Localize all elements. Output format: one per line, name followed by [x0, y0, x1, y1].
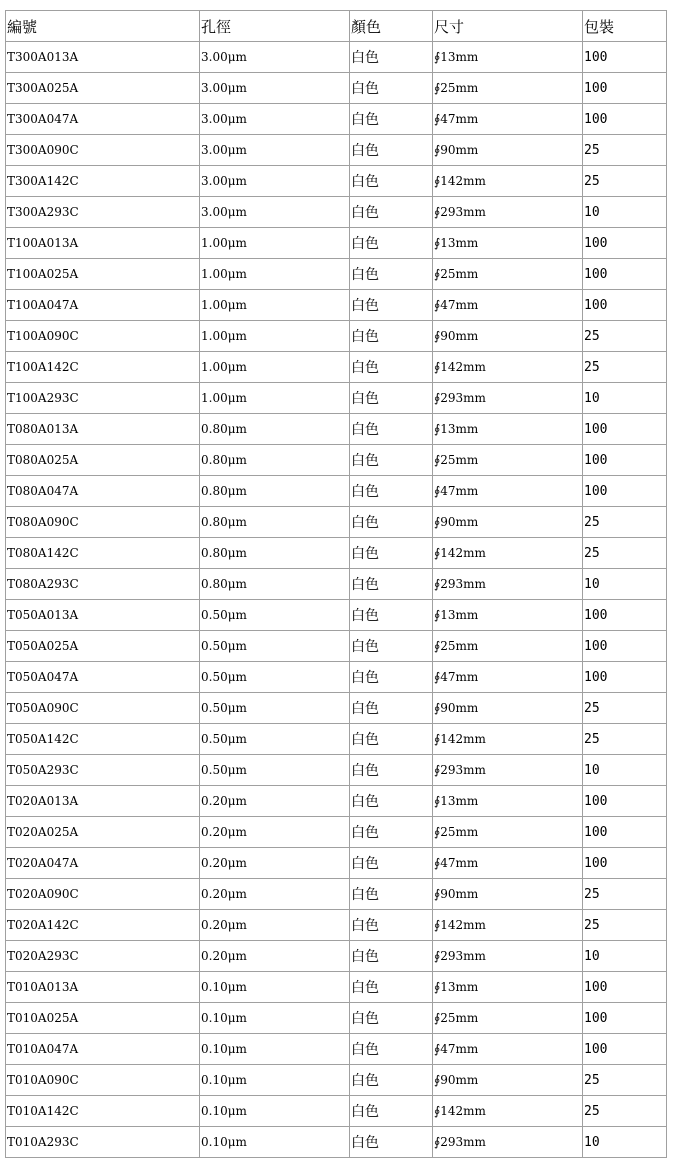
cell-size: ∮25mm	[433, 1003, 583, 1034]
cell-pore-size: 0.10μm	[200, 1127, 350, 1158]
cell-color: 白色	[350, 1034, 433, 1065]
cell-size: ∮25mm	[433, 73, 583, 104]
cell-size: ∮293mm	[433, 383, 583, 414]
cell-pore-size: 0.10μm	[200, 1065, 350, 1096]
table-row	[6, 383, 667, 414]
cell-package: 25	[583, 879, 667, 910]
cell-package: 100	[583, 1034, 667, 1065]
cell-package: 25	[583, 321, 667, 352]
cell-code: T050A025A	[6, 631, 200, 662]
cell-package: 100	[583, 476, 667, 507]
cell-size: ∮90mm	[433, 879, 583, 910]
cell-color: 白色	[350, 228, 433, 259]
cell-pore-size: 0.20μm	[200, 848, 350, 879]
cell-code: T050A047A	[6, 662, 200, 693]
cell-package: 25	[583, 910, 667, 941]
cell-package: 10	[583, 755, 667, 786]
cell-package: 100	[583, 290, 667, 321]
cell-code: T100A013A	[6, 228, 200, 259]
cell-pore-size: 0.10μm	[200, 972, 350, 1003]
cell-code: T010A025A	[6, 1003, 200, 1034]
cell-color: 白色	[350, 414, 433, 445]
table-row	[6, 228, 667, 259]
cell-package: 10	[583, 383, 667, 414]
cell-pore-size: 3.00μm	[200, 104, 350, 135]
cell-size: ∮142mm	[433, 724, 583, 755]
cell-color: 白色	[350, 1065, 433, 1096]
cell-package: 25	[583, 1096, 667, 1127]
cell-package: 100	[583, 73, 667, 104]
cell-pore-size: 0.20μm	[200, 879, 350, 910]
cell-package: 100	[583, 104, 667, 135]
cell-pore-size: 0.50μm	[200, 693, 350, 724]
cell-color: 白色	[350, 941, 433, 972]
table-row	[6, 1096, 667, 1127]
cell-size: ∮142mm	[433, 166, 583, 197]
header-code: 編號	[6, 11, 200, 42]
cell-package: 100	[583, 600, 667, 631]
cell-package: 25	[583, 135, 667, 166]
cell-code: T050A090C	[6, 693, 200, 724]
cell-code: T300A142C	[6, 166, 200, 197]
table-row	[6, 197, 667, 228]
table-row	[6, 1034, 667, 1065]
cell-package: 25	[583, 166, 667, 197]
cell-package: 100	[583, 631, 667, 662]
cell-code: T080A090C	[6, 507, 200, 538]
table-body	[6, 42, 667, 1158]
cell-pore-size: 0.50μm	[200, 600, 350, 631]
table-row	[6, 972, 667, 1003]
cell-size: ∮25mm	[433, 631, 583, 662]
header-pore-size: 孔徑	[200, 11, 350, 42]
cell-code: T050A013A	[6, 600, 200, 631]
cell-size: ∮90mm	[433, 321, 583, 352]
cell-code: T020A047A	[6, 848, 200, 879]
table-row	[6, 135, 667, 166]
cell-pore-size: 1.00μm	[200, 228, 350, 259]
cell-pore-size: 0.50μm	[200, 724, 350, 755]
cell-color: 白色	[350, 910, 433, 941]
table-row	[6, 693, 667, 724]
cell-package: 25	[583, 538, 667, 569]
cell-color: 白色	[350, 848, 433, 879]
cell-color: 白色	[350, 197, 433, 228]
cell-color: 白色	[350, 476, 433, 507]
cell-color: 白色	[350, 817, 433, 848]
cell-package: 25	[583, 352, 667, 383]
cell-color: 白色	[350, 662, 433, 693]
cell-color: 白色	[350, 290, 433, 321]
cell-code: T300A090C	[6, 135, 200, 166]
cell-code: T010A090C	[6, 1065, 200, 1096]
table-row	[6, 166, 667, 197]
cell-package: 100	[583, 42, 667, 73]
cell-color: 白色	[350, 631, 433, 662]
cell-code: T100A293C	[6, 383, 200, 414]
table-row	[6, 724, 667, 755]
cell-code: T050A142C	[6, 724, 200, 755]
cell-code: T010A047A	[6, 1034, 200, 1065]
table-row	[6, 848, 667, 879]
cell-pore-size: 3.00μm	[200, 135, 350, 166]
cell-pore-size: 0.20μm	[200, 786, 350, 817]
cell-package: 100	[583, 445, 667, 476]
table-row	[6, 1127, 667, 1158]
table-row	[6, 42, 667, 73]
cell-code: T080A047A	[6, 476, 200, 507]
table-row	[6, 290, 667, 321]
cell-code: T080A013A	[6, 414, 200, 445]
cell-pore-size: 1.00μm	[200, 321, 350, 352]
cell-size: ∮47mm	[433, 662, 583, 693]
cell-package: 100	[583, 1003, 667, 1034]
table-row	[6, 569, 667, 600]
table-row	[6, 786, 667, 817]
cell-package: 100	[583, 848, 667, 879]
cell-size: ∮47mm	[433, 1034, 583, 1065]
cell-color: 白色	[350, 104, 433, 135]
cell-code: T100A047A	[6, 290, 200, 321]
cell-pore-size: 3.00μm	[200, 73, 350, 104]
cell-pore-size: 0.10μm	[200, 1096, 350, 1127]
cell-size: ∮47mm	[433, 848, 583, 879]
cell-color: 白色	[350, 166, 433, 197]
cell-code: T020A090C	[6, 879, 200, 910]
cell-color: 白色	[350, 352, 433, 383]
cell-size: ∮25mm	[433, 259, 583, 290]
cell-pore-size: 3.00μm	[200, 42, 350, 73]
cell-size: ∮142mm	[433, 538, 583, 569]
cell-color: 白色	[350, 1096, 433, 1127]
cell-package: 25	[583, 693, 667, 724]
header-size: 尺寸	[433, 11, 583, 42]
cell-color: 白色	[350, 600, 433, 631]
cell-size: ∮13mm	[433, 786, 583, 817]
cell-pore-size: 1.00μm	[200, 259, 350, 290]
cell-package: 100	[583, 414, 667, 445]
cell-code: T010A013A	[6, 972, 200, 1003]
cell-code: T020A142C	[6, 910, 200, 941]
cell-pore-size: 0.20μm	[200, 910, 350, 941]
cell-size: ∮47mm	[433, 476, 583, 507]
cell-pore-size: 0.20μm	[200, 941, 350, 972]
table-row	[6, 321, 667, 352]
cell-color: 白色	[350, 507, 433, 538]
cell-color: 白色	[350, 1127, 433, 1158]
header-row	[6, 11, 667, 42]
table-row	[6, 538, 667, 569]
table-row	[6, 817, 667, 848]
cell-color: 白色	[350, 569, 433, 600]
table-row	[6, 1065, 667, 1096]
table-row	[6, 600, 667, 631]
table-row	[6, 662, 667, 693]
cell-color: 白色	[350, 42, 433, 73]
cell-size: ∮13mm	[433, 600, 583, 631]
cell-size: ∮13mm	[433, 42, 583, 73]
table-row	[6, 507, 667, 538]
cell-package: 25	[583, 724, 667, 755]
cell-package: 10	[583, 941, 667, 972]
cell-code: T100A142C	[6, 352, 200, 383]
cell-code: T300A025A	[6, 73, 200, 104]
cell-pore-size: 0.80μm	[200, 476, 350, 507]
cell-size: ∮293mm	[433, 197, 583, 228]
cell-size: ∮90mm	[433, 507, 583, 538]
table-row	[6, 352, 667, 383]
cell-color: 白色	[350, 445, 433, 476]
cell-pore-size: 1.00μm	[200, 290, 350, 321]
cell-size: ∮142mm	[433, 1096, 583, 1127]
cell-package: 100	[583, 662, 667, 693]
table-row	[6, 755, 667, 786]
table-row	[6, 104, 667, 135]
cell-pore-size: 3.00μm	[200, 166, 350, 197]
cell-size: ∮90mm	[433, 135, 583, 166]
cell-color: 白色	[350, 135, 433, 166]
cell-pore-size: 0.50μm	[200, 662, 350, 693]
cell-color: 白色	[350, 1003, 433, 1034]
cell-code: T300A013A	[6, 42, 200, 73]
cell-size: ∮90mm	[433, 693, 583, 724]
cell-code: T020A025A	[6, 817, 200, 848]
cell-size: ∮13mm	[433, 972, 583, 1003]
cell-color: 白色	[350, 724, 433, 755]
cell-pore-size: 1.00μm	[200, 352, 350, 383]
cell-code: T080A293C	[6, 569, 200, 600]
table-row	[6, 414, 667, 445]
cell-pore-size: 1.00μm	[200, 383, 350, 414]
cell-package: 25	[583, 1065, 667, 1096]
cell-size: ∮293mm	[433, 1127, 583, 1158]
cell-color: 白色	[350, 259, 433, 290]
cell-package: 100	[583, 817, 667, 848]
table-row	[6, 476, 667, 507]
cell-size: ∮142mm	[433, 910, 583, 941]
cell-size: ∮47mm	[433, 290, 583, 321]
cell-code: T010A142C	[6, 1096, 200, 1127]
cell-pore-size: 0.20μm	[200, 817, 350, 848]
cell-color: 白色	[350, 73, 433, 104]
cell-size: ∮90mm	[433, 1065, 583, 1096]
cell-pore-size: 0.80μm	[200, 538, 350, 569]
cell-pore-size: 0.10μm	[200, 1003, 350, 1034]
cell-size: ∮293mm	[433, 569, 583, 600]
cell-color: 白色	[350, 693, 433, 724]
header-package: 包裝	[583, 11, 667, 42]
cell-color: 白色	[350, 321, 433, 352]
cell-pore-size: 0.80μm	[200, 507, 350, 538]
cell-color: 白色	[350, 755, 433, 786]
cell-package: 100	[583, 786, 667, 817]
cell-color: 白色	[350, 538, 433, 569]
cell-pore-size: 0.50μm	[200, 755, 350, 786]
table-row	[6, 910, 667, 941]
cell-color: 白色	[350, 879, 433, 910]
cell-code: T020A293C	[6, 941, 200, 972]
cell-code: T020A013A	[6, 786, 200, 817]
cell-code: T300A047A	[6, 104, 200, 135]
cell-code: T300A293C	[6, 197, 200, 228]
cell-code: T100A090C	[6, 321, 200, 352]
cell-pore-size: 0.10μm	[200, 1034, 350, 1065]
cell-code: T010A293C	[6, 1127, 200, 1158]
cell-package: 25	[583, 507, 667, 538]
cell-pore-size: 3.00μm	[200, 197, 350, 228]
table-row	[6, 259, 667, 290]
table-row	[6, 879, 667, 910]
cell-size: ∮25mm	[433, 817, 583, 848]
table-row	[6, 631, 667, 662]
cell-pore-size: 0.50μm	[200, 631, 350, 662]
table-row	[6, 941, 667, 972]
cell-package: 10	[583, 197, 667, 228]
cell-package: 10	[583, 1127, 667, 1158]
cell-pore-size: 0.80μm	[200, 414, 350, 445]
cell-code: T050A293C	[6, 755, 200, 786]
product-spec-table	[5, 10, 667, 1158]
cell-code: T100A025A	[6, 259, 200, 290]
cell-pore-size: 0.80μm	[200, 569, 350, 600]
cell-package: 10	[583, 569, 667, 600]
cell-size: ∮293mm	[433, 941, 583, 972]
header-color: 顏色	[350, 11, 433, 42]
cell-code: T080A142C	[6, 538, 200, 569]
cell-size: ∮47mm	[433, 104, 583, 135]
cell-code: T080A025A	[6, 445, 200, 476]
cell-size: ∮25mm	[433, 445, 583, 476]
cell-size: ∮13mm	[433, 228, 583, 259]
table-row	[6, 1003, 667, 1034]
cell-color: 白色	[350, 786, 433, 817]
cell-size: ∮13mm	[433, 414, 583, 445]
cell-pore-size: 0.80μm	[200, 445, 350, 476]
table-row	[6, 445, 667, 476]
cell-size: ∮293mm	[433, 755, 583, 786]
cell-package: 100	[583, 228, 667, 259]
cell-package: 100	[583, 259, 667, 290]
cell-size: ∮142mm	[433, 352, 583, 383]
table-row	[6, 73, 667, 104]
cell-color: 白色	[350, 972, 433, 1003]
cell-package: 100	[583, 972, 667, 1003]
cell-color: 白色	[350, 383, 433, 414]
